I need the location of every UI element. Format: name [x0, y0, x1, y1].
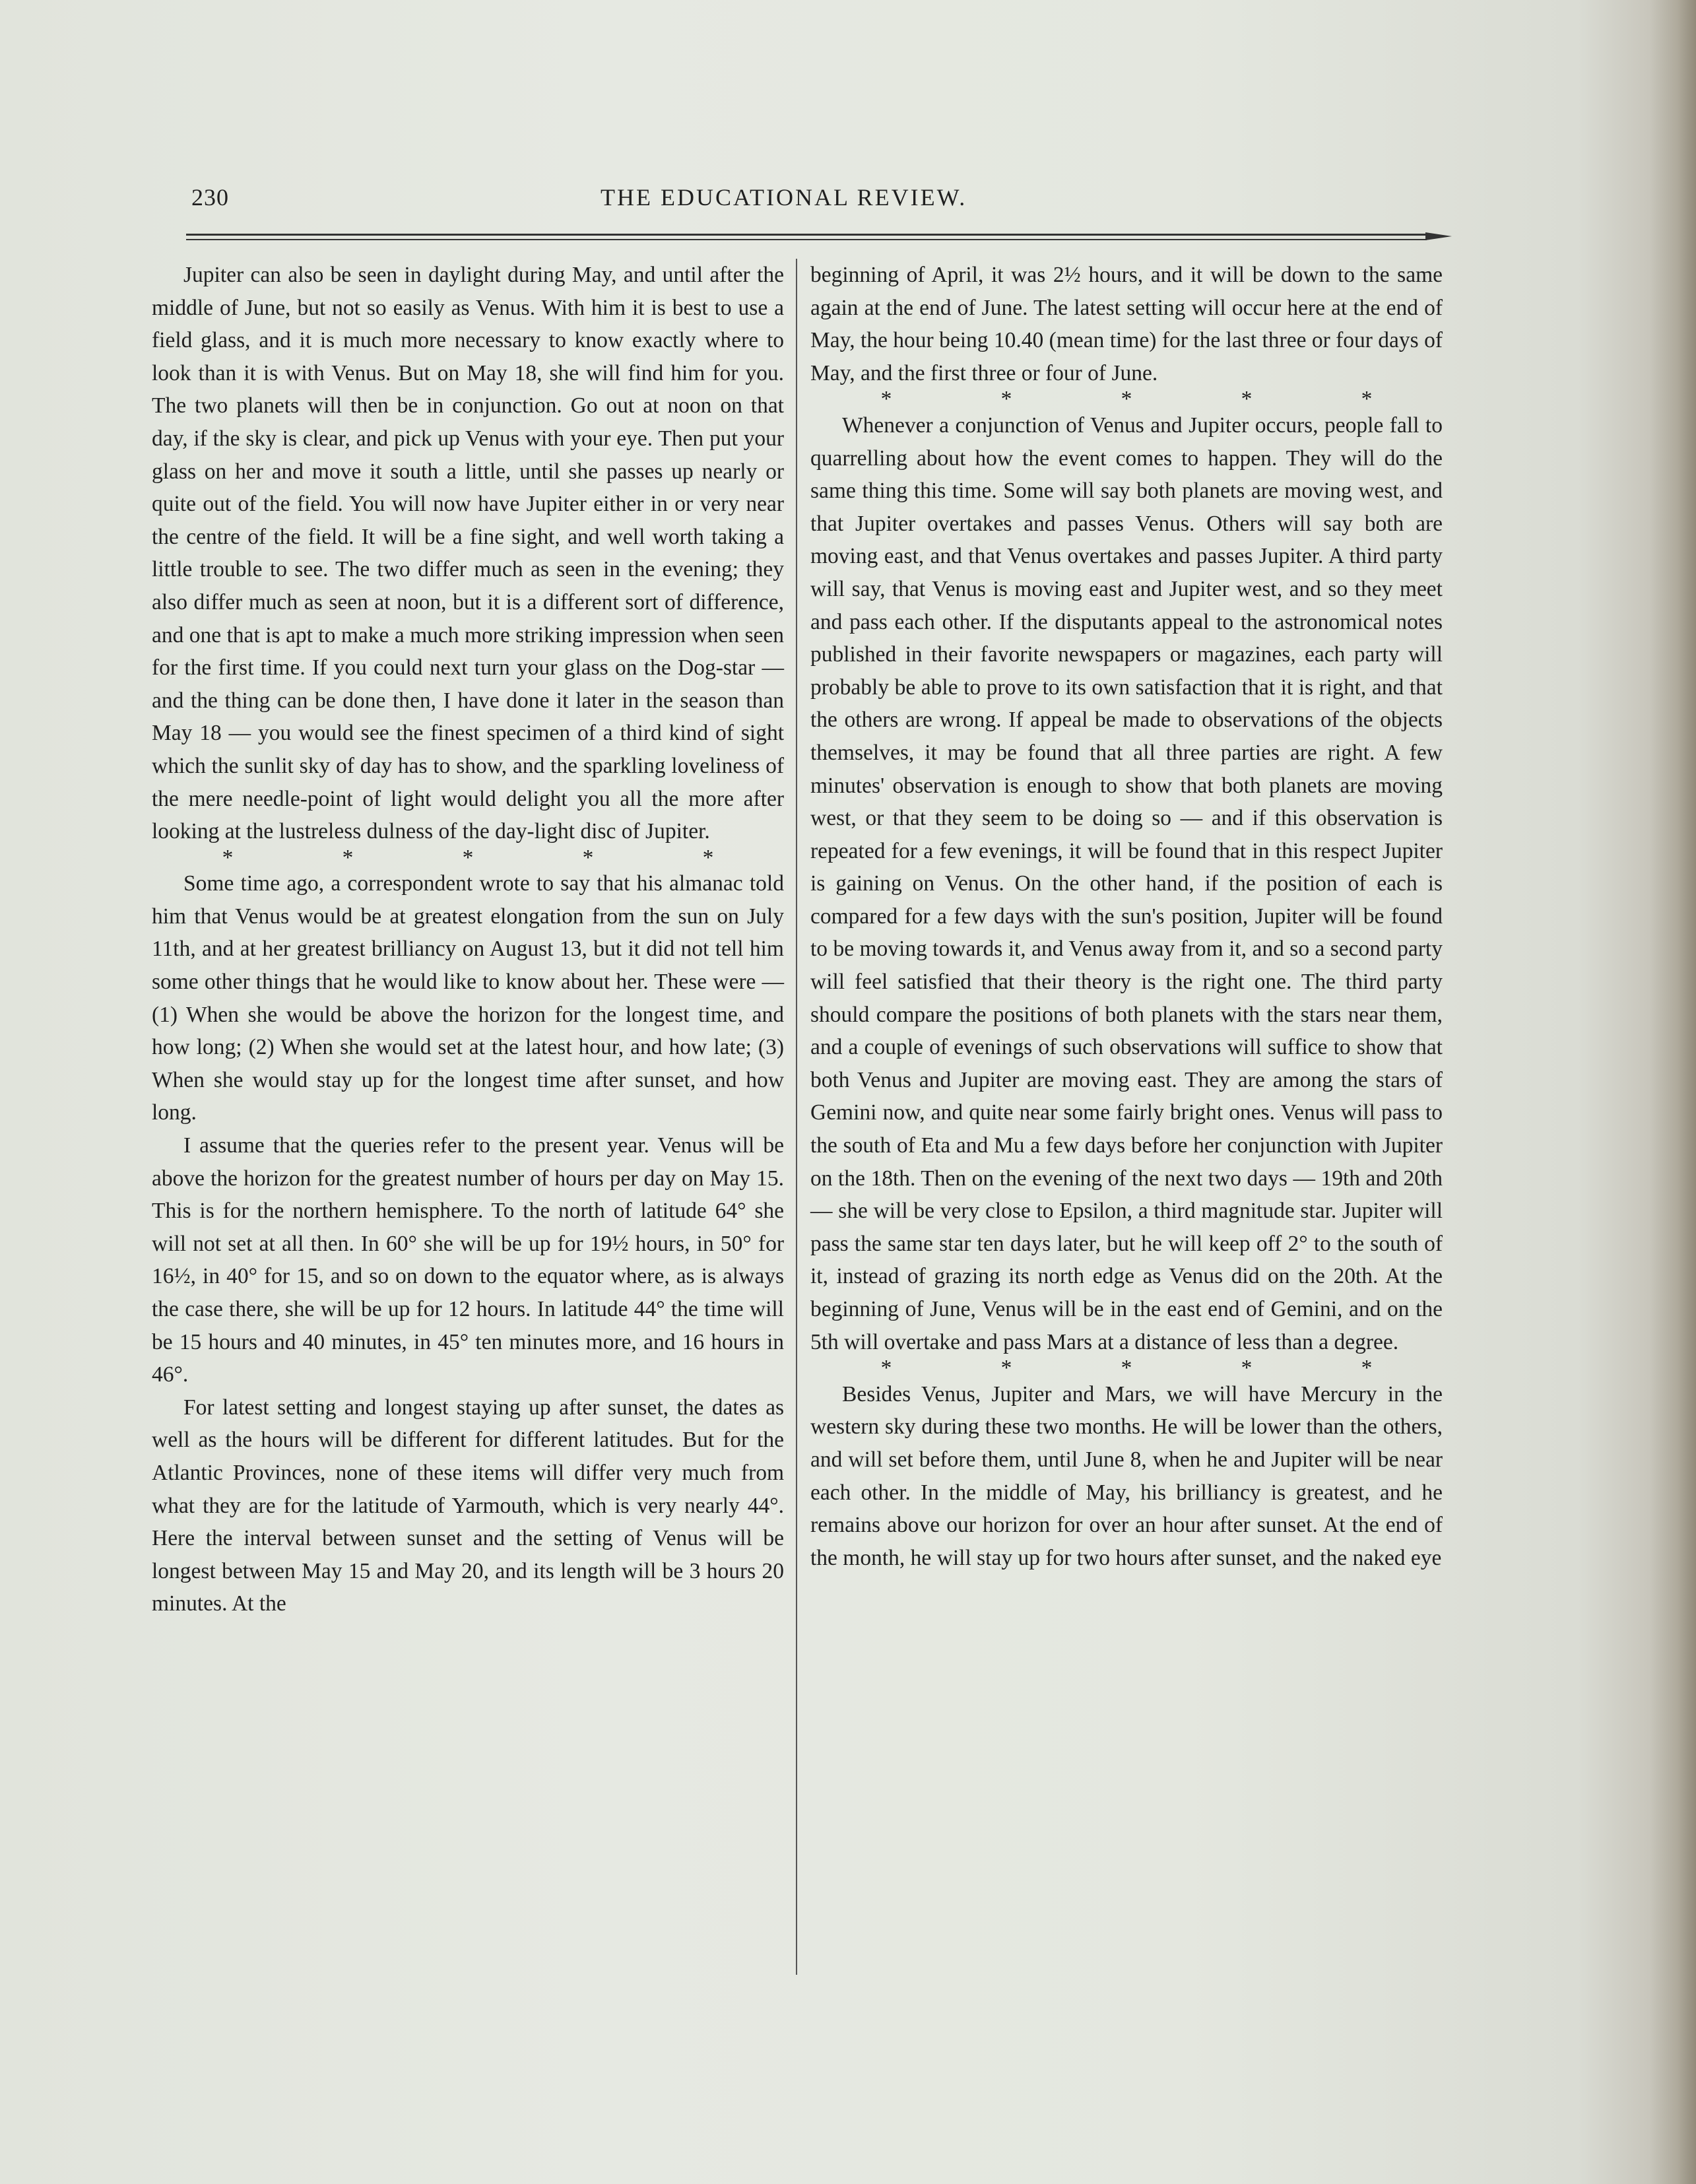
page-number: 230 [191, 184, 229, 211]
journal-title: THE EDUCATIONAL REVIEW. [601, 184, 967, 211]
left-paragraph-2: Some time ago, a correspondent wrote to say that his almanac told him that Venus would be at greatest elongation from the sun on July 11th, and at her greatest brilliancy on August 13, but it did not tell him some other things that he would like to know about her. These were — (1) When she would be above the horizon for the longest time, and how long; (2) When she would set at the latest hour, and how late; (3) When she would stay up for the longest time after sunset, and how long. [152, 871, 784, 1125]
left-paragraph-3: I assume that the queries refer to the present year. Venus will be above the horizon for the greatest number of hours per day on May 15. This is for the northern hemisphere. To the north of latitude 64° she will not set at all then. In 60° she will be up for 19½ hours, in 50° for 16½, in 40° for 15, and so on down to the equator where, as is always the case there, she will be up for 12 hours. In latitude 44° the time will be 15 hours and 40 minutes, in 45° ten minutes more, and 16 hours in 46°. [152, 1133, 784, 1387]
separator-star: * [1000, 1356, 1012, 1381]
separator-star: * [342, 845, 354, 870]
separator-star: * [1121, 1356, 1132, 1381]
left-paragraph-4: For latest setting and longest staying up after sunset, the dates as well as the hours will be different for different latitudes. But for the Atlantic Provinces, none of these items will differ very much from what they are for the latitude of Yarmouth, which is very nearly 44°. Here the interval between sunset and the setting of Venus will be longest between May 15 and May 20, and its length will be 3 hours 20 minutes. At the [152, 1395, 784, 1616]
right-paragraph-2: Whenever a conjunction of Venus and Jupiter occurs, people fall to quarrelling about how the event comes to happen. They will do the same thing this time. Some will say both planets are moving west, and that Jupiter overtakes and passes Venus. Others will say both are moving east, and that Venus overtakes and passes Jupiter. A third party will say, that Venus is moving east and Jupiter west, and so they meet and pass each other. If the disputants appeal to the astronomical notes published in their favorite newspapers or magazines, each party will probably be able to prove to its own satisfaction that it is right, and that the others are wrong. If appeal be made to observations of the objects themselves, it may be found that all three parties are right. A few minutes' observation is enough to show that both planets are moving west, or that they seem to be doing so — and if this observation is repeated for a few evenings, it will be found that in this respect Jupiter is gaining on Venus. On the other hand, if the position of each is compared for a few days with the sun's position, Jupiter will be found to be moving towards it, and Venus away from it, and so a second party will feel satisfied that their theory is the right one. The third party should compare the positions of both planets with the stars near them, and a couple of evenings of such observations will suffice to show that both Venus and Jupiter are moving east. They are among the stars of Gemini now, and quite near some fairly bright ones. Venus will pass to the south of Eta and Mu a few days before her conjunction with Jupiter on the 18th. Then on the evening of the next two days — 19th and 20th — she will be very close to Epsilon, a third magnitude star. Jupiter will pass the same star ten days later, but he will keep off 2° to the south of it, instead of grazing its north edge as Venus did on the 20th. At the beginning of June, Venus will be in the east end of Gemini, and on the 5th will overtake and pass Mars at a distance of less than a degree. [810, 413, 1443, 1354]
left-paragraph-1: Jupiter can also be seen in daylight during May, and until after the middle of June, but not so easily as Venus. With him it is best to use a field glass, and it is much more necessary to know exactly where to look than it is with Venus. But on May 18, she will find him for you. The two planets will then be in conjunction. Go out at noon on that day, if the sky is clear, and pick up Venus with your eye. Then put your glass on her and move it south a little, until she passes up nearly or quite out of the field. You will now have Jupiter either in or very near the centre of the field. It will be a fine sight, and well worth taking a little trouble to see. The two differ much as seen in the evening; they also differ much as seen at noon, but it is a different sort of difference, and one that is apt to make a much more striking impression when seen for the first time. If you could next turn your glass on the Dog-star — and the thing can be done then, I have done it later in the season than May 18 — you would see the finest specimen of a third kind of sight which the sunlit sky of day has to show, and the sparkling loveliness of the mere needle-point of light would delight you all the more after looking at the lustreless dulness of the day-light disc of Jupiter. [152, 263, 784, 844]
header-rule-secondary [186, 239, 1427, 240]
separator-star: * [1241, 387, 1253, 412]
left-column [152, 259, 784, 1620]
header-rule-arrow [1425, 232, 1452, 240]
right-paragraph-1: beginning of April, it was 2½ hours, and it will be down to the same again at the end of June. The latest setting will occur here at the end of May, the hour being 10.40 (mean time) for the last three or four days of May, and the first three or four of June. [810, 263, 1443, 385]
separator-star: * [1361, 1356, 1373, 1381]
right-paragraph-3: Besides Venus, Jupiter and Mars, we will have Mercury in the western sky during these two months. He will be lower than the others, and will set before them, until June 8, when he and Jupiter will be near each other. In the middle of May, his brilliancy is greatest, and he remains above our horizon for over an hour after sunset. At the end of the month, he will stay up for two hours after sunset, and the naked eye [810, 1381, 1443, 1570]
separator-star: * [222, 845, 234, 870]
header-rule [186, 234, 1427, 236]
separator-star: * [702, 845, 714, 870]
column-divider [796, 259, 797, 1975]
separator-star: * [1241, 1356, 1253, 1381]
separator-star: * [582, 845, 594, 870]
separator-star: * [1361, 387, 1373, 412]
separator-star: * [880, 1356, 892, 1381]
separator-star: * [462, 845, 474, 870]
page-edge-shadow [1650, 0, 1696, 2184]
separator-star: * [1000, 387, 1012, 412]
page-header [191, 183, 1432, 223]
right-column [810, 259, 1443, 1574]
separator-star: * [1121, 387, 1132, 412]
separator-star: * [880, 387, 892, 412]
